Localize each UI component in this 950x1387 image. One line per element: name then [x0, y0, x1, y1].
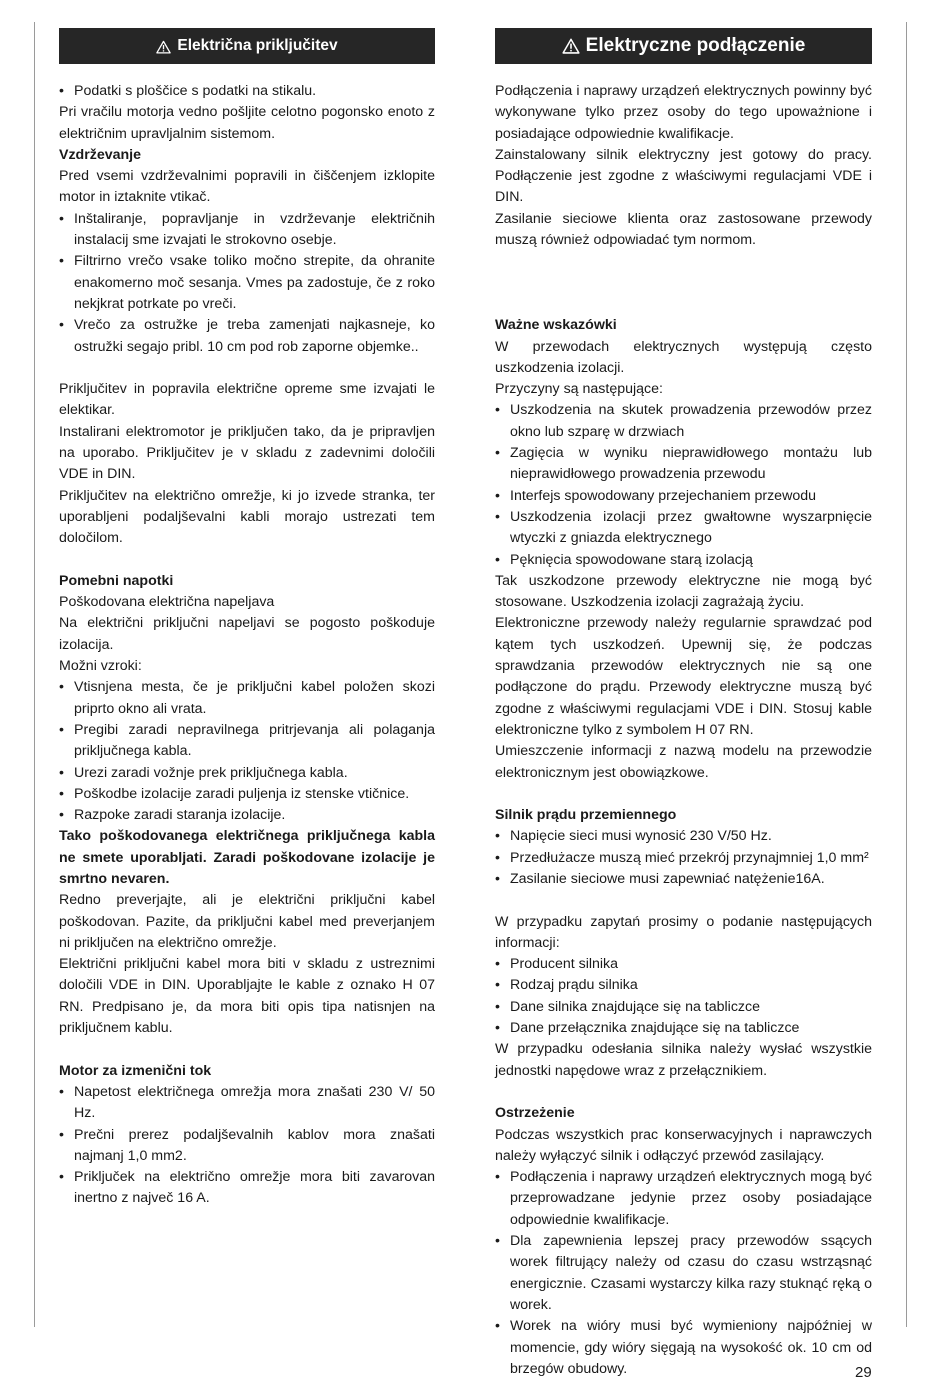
list-item: • Dane przełącznika znajdujące się na tabliczce	[495, 1018, 872, 1039]
list-item: • Dla zapewnienia lepszej pracy przewodów ssących worek filtrujący należy od czasu do czasu wstrząsnąć energicznie. Czasami wystarczy kilka razy stuknąć ręką o worek.	[495, 1231, 872, 1316]
list-item: • Pęknięcia spowodowane starą izolacją	[495, 550, 872, 571]
section-heading: Motor za izmenični tok	[59, 1062, 212, 1079]
list-item: • Napetost električnega omrežja mora znašati 230 V/ 50 Hz.	[59, 1082, 435, 1125]
list-item: • Vtisnjena mesta, če je priključni kabel položen skozi priprto okno ali vrata.	[59, 677, 435, 720]
warning-triangle-icon	[156, 40, 171, 54]
paragraph: Elektroniczne przewody należy regularnie sprawdzać pod kątem tych uszkodzeń. Upewnij się, że podczas sprawdzania przewodów elektrycznych nie są one podłączone do prądu. Przewody elektryczne muszą być zgodne z właściwymi regulacjami VDE i DIN. Stosuj kable elektroniczne tylko z symbolem H 07 RN.	[495, 615, 872, 738]
bullet-list	[59, 677, 435, 826]
paragraph: Na električni priključni napeljavi se pogosto poškoduje izolacija.	[59, 615, 435, 653]
paragraph: Možni vzroki:	[59, 658, 142, 675]
bullet-list	[495, 954, 872, 1039]
list-item: • Podłączenia i naprawy urządzeń elektrycznych mogą być przeprowadzane jedynie przez osoby posiadające odpowiednie kwalifikacje.	[495, 1167, 872, 1231]
paragraph: Poškodovana električna napeljava	[59, 594, 275, 611]
list-item: • Interfejs spowodowany przejechaniem przewodu	[495, 486, 872, 507]
list-item: • Podatki s ploščice s podatki na stikalu.	[59, 81, 435, 102]
list-item: • Inštaliranje, popravljanje in vzdrževanje električnih instalacij sme izvajati le strokovno osebje.	[59, 209, 435, 252]
right-column	[495, 28, 872, 1380]
page-number: 29	[855, 1364, 872, 1381]
list-item: • Napięcie sieci musi wynosić 230 V/50 Hz.	[495, 826, 872, 847]
paragraph: Przyczyny są następujące:	[495, 381, 663, 398]
list-item: • Przedłużacze muszą mieć przekrój przynajmniej 1,0 mm²	[495, 848, 872, 869]
paragraph: Umieszczenie informacji z nazwą modelu na przewodzie elektronicznym jest obowiązkowe.	[495, 743, 872, 781]
list-item: • Dane silnika znajdujące się na tabliczce	[495, 997, 872, 1018]
warning-triangle-icon	[562, 38, 580, 54]
list-item: • Pregibi zaradi nepravilnega pritrjevanja ali polaganja priključnega kabla.	[59, 720, 435, 763]
paragraph: Instalirani elektromotor je priključen tako, da je pripravljen na uporabo. Priključitev je v skladu z zadevnimi določili VDE in DIN.	[59, 423, 435, 483]
section-heading: Ostrzeżenie	[495, 1105, 575, 1122]
spacer	[495, 890, 872, 911]
section-heading: Ważne wskazówki	[495, 317, 617, 334]
right-column-content	[495, 81, 872, 1380]
spacer	[59, 358, 435, 379]
left-section-title: Električna priključitev	[177, 37, 338, 55]
bullet-list	[495, 826, 872, 890]
paragraph: Priključitev na električno omrežje, ki jo izvede stranka, ter uporabljeni podaljševalni kabli morajo ustrezati tem določilom.	[59, 487, 435, 547]
list-item: • Filtrirno vrečo vsake toliko močno strepite, da ohranite enakomerno moč sesanja. Vmes pa zadostuje, če z roko nekjkrat potrkate po vreči.	[59, 251, 435, 315]
left-section-header	[59, 28, 435, 64]
bullet-list	[495, 400, 872, 570]
list-item: • Worek na wióry musi być wymieniony najpóźniej w momencie, gdy wióry sięgają na wysokość ok. 10 cm od brzegów obudowy.	[495, 1316, 872, 1380]
paragraph: Zasilanie sieciowe klienta oraz zastosowane przewody muszą również odpowiadać tym normom.	[495, 210, 872, 249]
list-item: • Zasilanie sieciowe musi zapewniać natężenie16A.	[495, 869, 872, 890]
right-section-header	[495, 28, 872, 64]
bullet-list	[59, 1082, 435, 1210]
spacer	[495, 273, 872, 294]
paragraph: W przypadku odesłania silnika należy wysłać wszystkie jednostki napędowe wraz z przełącznikiem.	[495, 1041, 872, 1079]
bullet-list	[495, 1167, 872, 1380]
section-heading: Pomebni napotki	[59, 572, 174, 589]
list-item: • Prečni prerez podaljševalnih kablov mora znašati najmanj 1,0 mm2.	[59, 1125, 435, 1168]
list-item: • Uszkodzenia na skutek prowadzenia przewodów przez okno lub szparę w drzwiach	[495, 400, 872, 443]
paragraph: Podczas wszystkich prac konserwacyjnych i naprawczych należy wyłączyć silnik i odłączyć przewód zasilający.	[495, 1126, 872, 1164]
left-column	[59, 28, 435, 1210]
list-item: • Uszkodzenia izolacji przez gwałtowne wyszarpnięcie wtyczki z gniazda elektrycznego	[495, 507, 872, 550]
left-column-content	[59, 81, 435, 1210]
right-margin-rule	[906, 22, 907, 1327]
list-item: • Producent silnika	[495, 954, 872, 975]
section-heading: Silnik prądu przemiennego	[495, 807, 677, 824]
paragraph: Redno preverjajte, ali je električni priključni kabel poškodovan. Pazite, da priključni kabel med preverjanjem ni priključen na električno omrežje.	[59, 892, 435, 951]
paragraph: Priključitev in popravila električne opreme sme izvajati le elektikar.	[59, 381, 435, 419]
list-item: • Zagięcia w wyniku nieprawidłowego montażu lub nieprawidłowego prowadzenia przewodu	[495, 443, 872, 486]
spacer	[495, 784, 872, 805]
paragraph: Električni priključni kabel mora biti v skladu z ustreznimi določili VDE in DIN. Uporabljajte le kable z oznako H 07 RN. Predpisano je, da mora biti opis tipa natisnjen na priključnem kablu.	[59, 956, 435, 1037]
spacer	[495, 294, 872, 315]
left-margin-rule	[34, 22, 35, 1327]
spacer	[59, 550, 435, 571]
paragraph: W przypadku zapytań prosimy o podanie następujących informacji:	[495, 913, 872, 951]
list-item: • Razpoke zaradi staranja izolacije.	[59, 805, 435, 826]
bullet-list	[59, 81, 435, 102]
bullet-list	[59, 209, 435, 358]
paragraph: Podłączenia i naprawy urządzeń elektrycznych powinny być wykonywane tylko przez osoby do tego upoważnione i posiadające odpowiednie kwalifikacje.	[495, 83, 872, 142]
spacer	[495, 251, 872, 272]
paragraph: Tak uszkodzone przewody elektryczne nie mogą być stosowane. Uszkodzenia izolacji zagrażają życiu.	[495, 572, 872, 611]
list-item: • Poškodbe izolacije zaradi puljenja iz stenske vtičnice.	[59, 784, 435, 805]
right-section-title: Elektryczne podłączenie	[585, 35, 806, 57]
list-item: • Priključek na električno omrežje mora biti zavarovan inertno z največ 16 A.	[59, 1167, 435, 1210]
paragraph: Zainstalowany silnik elektryczny jest gotowy do pracy. Podłączenie jest zgodne z właściwymi regulacjami VDE i DIN.	[495, 146, 872, 206]
list-item: • Vrečo za ostružke je treba zamenjati najkasneje, ko ostružki segajo pribl. 10 cm pod rob zaporne objemke..	[59, 315, 435, 358]
spacer	[59, 1039, 435, 1060]
list-item: • Rodzaj prądu silnika	[495, 975, 872, 996]
paragraph: W przewodach elektrycznych występują często uszkodzenia izolacji.	[495, 338, 872, 376]
paragraph: Pri vračilu motorja vedno pošljite celotno pogonsko enoto z električnim upravljalnim sistemom.	[59, 104, 435, 142]
spacer	[495, 1082, 872, 1103]
warning-paragraph: Tako poškodovanega električnega priključnega kabla ne smete uporabljati. Zaradi poškodovane izolacije je smrtno nevaren.	[59, 828, 435, 887]
section-heading: Vzdrževanje	[59, 146, 142, 163]
paragraph: Pred vsemi vzdrževalnimi popravili in čiščenjem izklopite motor in iztaknite vtikač.	[59, 168, 435, 206]
list-item: • Urezi zaradi vožnje prek priključnega kabla.	[59, 763, 435, 784]
